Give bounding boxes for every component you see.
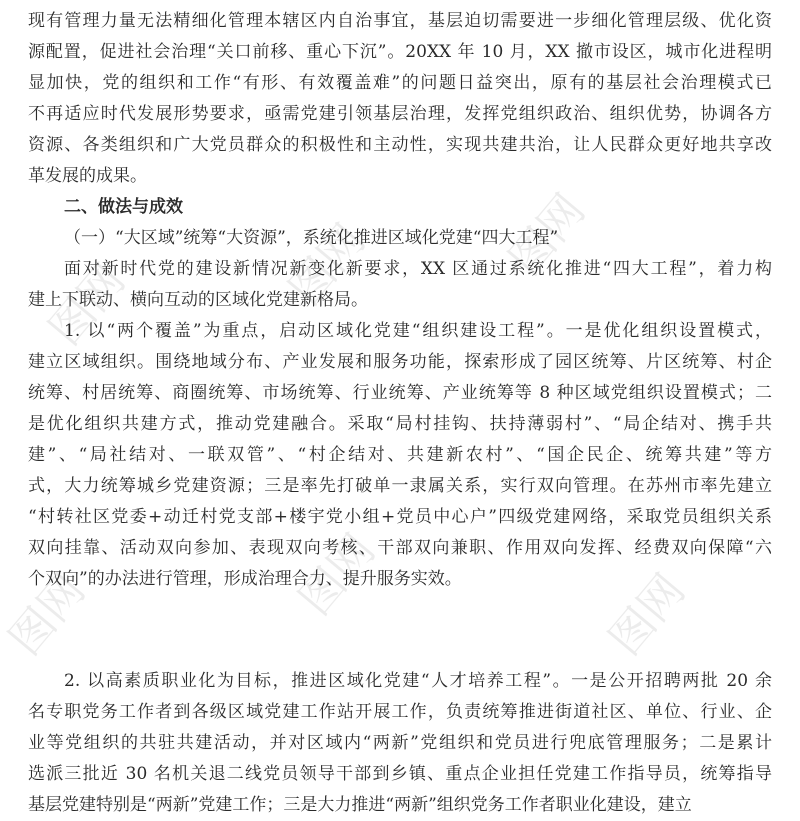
text-line: 源配置，促进社会治理“关口前移、重心下沉”。20XX 年 10 月，XX 撤市设区，城市化进程明: [28, 42, 772, 62]
watermark: 图网: [0, 564, 96, 665]
text-line: （一）“大区域”统筹“大资源”，系统化推进区域化党建“四大工程”: [64, 228, 559, 248]
text-line: 业等党组织的共驻共建活动，并对区域内“两新”党组织和党员进行兜底管理服务；二是累计: [28, 733, 772, 753]
text-line: 名专职党务工作者到各级区域党建工作站开展工作，负责统筹推进街道社区、单位、行业、企: [28, 702, 772, 722]
paragraph: [28, 254, 772, 316]
paragraph: [28, 666, 772, 821]
text-line: 建立区域组织。围绕地域分布、产业发展和服务功能，探索形成了园区统筹、片区统筹、村企: [28, 352, 772, 372]
document-page: [28, 6, 772, 821]
text-line: 革发展的成果。: [28, 166, 147, 186]
text-line: 建上下联动、横向互动的区域化党建新格局。: [28, 290, 368, 310]
text-line: “村转社区党委+动迁村党支部+楼宇党小组+党员中心户”四级党建网络，采取党员组织关系: [28, 507, 772, 527]
watermark: 图网: [599, 564, 696, 665]
text-line: 个双向”的办法进行管理，形成治理合力、提升服务实效。: [28, 569, 462, 589]
watermark: 图网: [499, 184, 596, 285]
text-line: 双向挂靠、活动双向参加、表现双向考核、干部双向兼职、作用双向发挥、经费双向保障“六: [28, 538, 772, 558]
section-heading: [28, 192, 772, 223]
text-line: 统筹、村居统筹、商圈统筹、市场统筹、行业统筹、产业统筹等 8 种区域党组织设置模式；二: [28, 383, 772, 403]
text-line: 是优化组织共建方式，推动党建融合。采取“局村挂钩、扶持薄弱村”、“局企结对、携手共: [28, 414, 772, 434]
text-line: 2. 以高素质职业化为目标，推进区域化党建“人才培养工程”。一是公开招聘两批 20 余: [64, 671, 772, 691]
text-line: 资源、各类组织和广大党员群众的积极性和主动性，实现共建共治，让人民群众更好地共享改: [28, 135, 772, 155]
text-line: 基层党建特别是“两新”党建工作；三是大力推进“两新”组织党务工作者职业化建设，建立: [28, 795, 692, 815]
text-line: 二、做法与成效: [64, 197, 183, 217]
paragraph: [28, 6, 772, 192]
watermark: 图网: [289, 524, 386, 625]
subsection-heading: [28, 223, 772, 254]
text-line: 显加快，党的组织和工作“有形、有效覆盖难”的问题日益突出，原有的基层社会治理模式已: [28, 73, 772, 93]
text-line: 建”、“局社结对、一联双管”、“村企结对、共建新农村”、“国企民企、统筹共建”等方: [28, 445, 772, 465]
text-line: 不再适应时代发展形势要求，亟需党建引领基层治理，发挥党组织政治、组织优势，协调各方: [28, 104, 772, 124]
watermark: 图网: [279, 214, 376, 315]
text-line: 现有管理力量无法精细化管理本辖区内自治事宜，基层迫切需要进一步细化管理层级、优化资: [28, 11, 772, 31]
watermark: 图网: [39, 254, 136, 355]
paragraph-gap: [28, 595, 772, 666]
text-line: 式，大力统筹城乡党建资源；三是率先打破单一隶属关系，实行双向管理。在苏州市率先建立: [28, 476, 772, 496]
text-line: 面对新时代党的建设新情况新变化新要求，XX 区通过系统化推进“四大工程”，着力构: [64, 259, 772, 279]
paragraph: [28, 316, 772, 595]
text-line: 1. 以“两个覆盖”为重点，启动区域化党建“组织建设工程”。一是优化组织设置模式，: [64, 321, 772, 341]
text-line: 选派三批近 30 名机关退二线党员领导干部到乡镇、重点企业担任党建工作指导员，统筹指导: [28, 764, 772, 784]
